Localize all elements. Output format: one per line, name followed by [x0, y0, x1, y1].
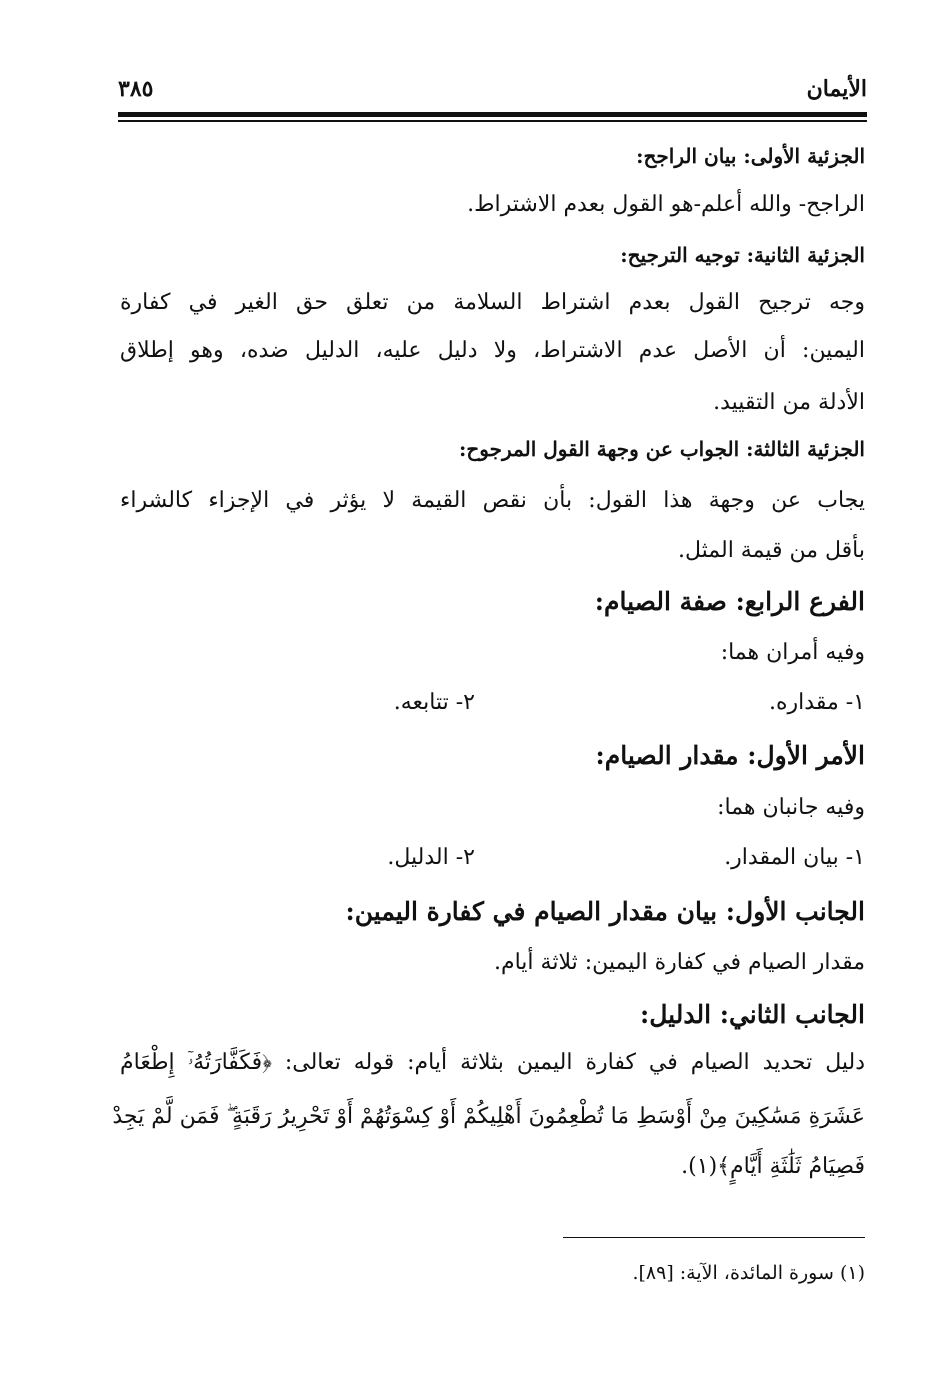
paragraph-line: بأقل من قيمة المثل. [677, 538, 865, 563]
list-item: ٢- تتابعه. [393, 690, 475, 715]
subsection-heading: الجزئية الثالثة: الجواب عن وجهة القول المرجوح: [459, 437, 865, 461]
section-heading: الجانب الأول: بيان مقدار الصيام في كفارة اليمين: [345, 897, 865, 926]
footnote: (١) سورة المائدة، الآية: [٨٩]. [632, 1262, 865, 1284]
list-item: ٢- الدليل. [387, 845, 475, 870]
paragraph-line: اليمين: أن الأصل عدم الاشتراط، ولا دليل عليه، الدليل ضده، وهو إطلاق [120, 338, 865, 363]
footnote-separator [563, 1237, 865, 1238]
paragraph-line: يجاب عن وجهة هذا القول: بأن نقص القيمة لا يؤثر في الإجزاء كالشراء [120, 488, 865, 513]
header-rule-thick [118, 112, 867, 117]
header-rule-thin [118, 120, 867, 122]
quran-verse-line: عَشَرَةِ مَسَٰكِينَ مِنْ أَوْسَطِ مَا تُطْعِمُونَ أَهْلِيكُمْ أَوْ كِسْوَتُهُمْ أَوْ تَحْرِيرُ رَقَبَةٍ ۖ فَمَن لَّمْ يَجِدْ [112, 1104, 865, 1129]
subsection-heading: الجزئية الأولى: بيان الراجح: [636, 144, 865, 168]
section-heading: الفرع الرابع: صفة الصيام: [594, 587, 865, 616]
paragraph-line: دليل تحديد الصيام في كفارة اليمين بثلاثة أيام: قوله تعالى: ﴿فَكَفَّارَتُهُۥٓ إِطْعَامُ [120, 1050, 865, 1075]
running-title: الأيمان [806, 76, 867, 102]
paragraph-line: وفيه جانبان هما: [717, 795, 865, 820]
paragraph-line: وجه ترجيح القول بعدم اشتراط السلامة من تعلق حق الغير في كفارة [120, 290, 865, 315]
running-header [118, 76, 867, 110]
page-number: ٣٨٥ [118, 76, 154, 102]
paragraph-line: مقدار الصيام في كفارة اليمين: ثلاثة أيام. [493, 950, 865, 975]
section-heading: الأمر الأول: مقدار الصيام: [595, 741, 865, 770]
list-item: ١- بيان المقدار. [724, 845, 865, 870]
paragraph-line: وفيه أمران هما: [720, 640, 865, 665]
section-heading: الجانب الثاني: الدليل: [640, 1000, 865, 1029]
subsection-heading: الجزئية الثانية: توجيه الترجيح: [620, 243, 865, 267]
paragraph-line: الراجح- والله أعلم-هو القول بعدم الاشتراط. [467, 192, 865, 217]
list-item: ١- مقداره. [769, 690, 865, 715]
quran-verse-line: فَصِيَامُ ثَلَٰثَةِ أَيَّامٍ﴾(١). [681, 1154, 865, 1179]
paragraph-line: الأدلة من التقييد. [713, 390, 865, 415]
